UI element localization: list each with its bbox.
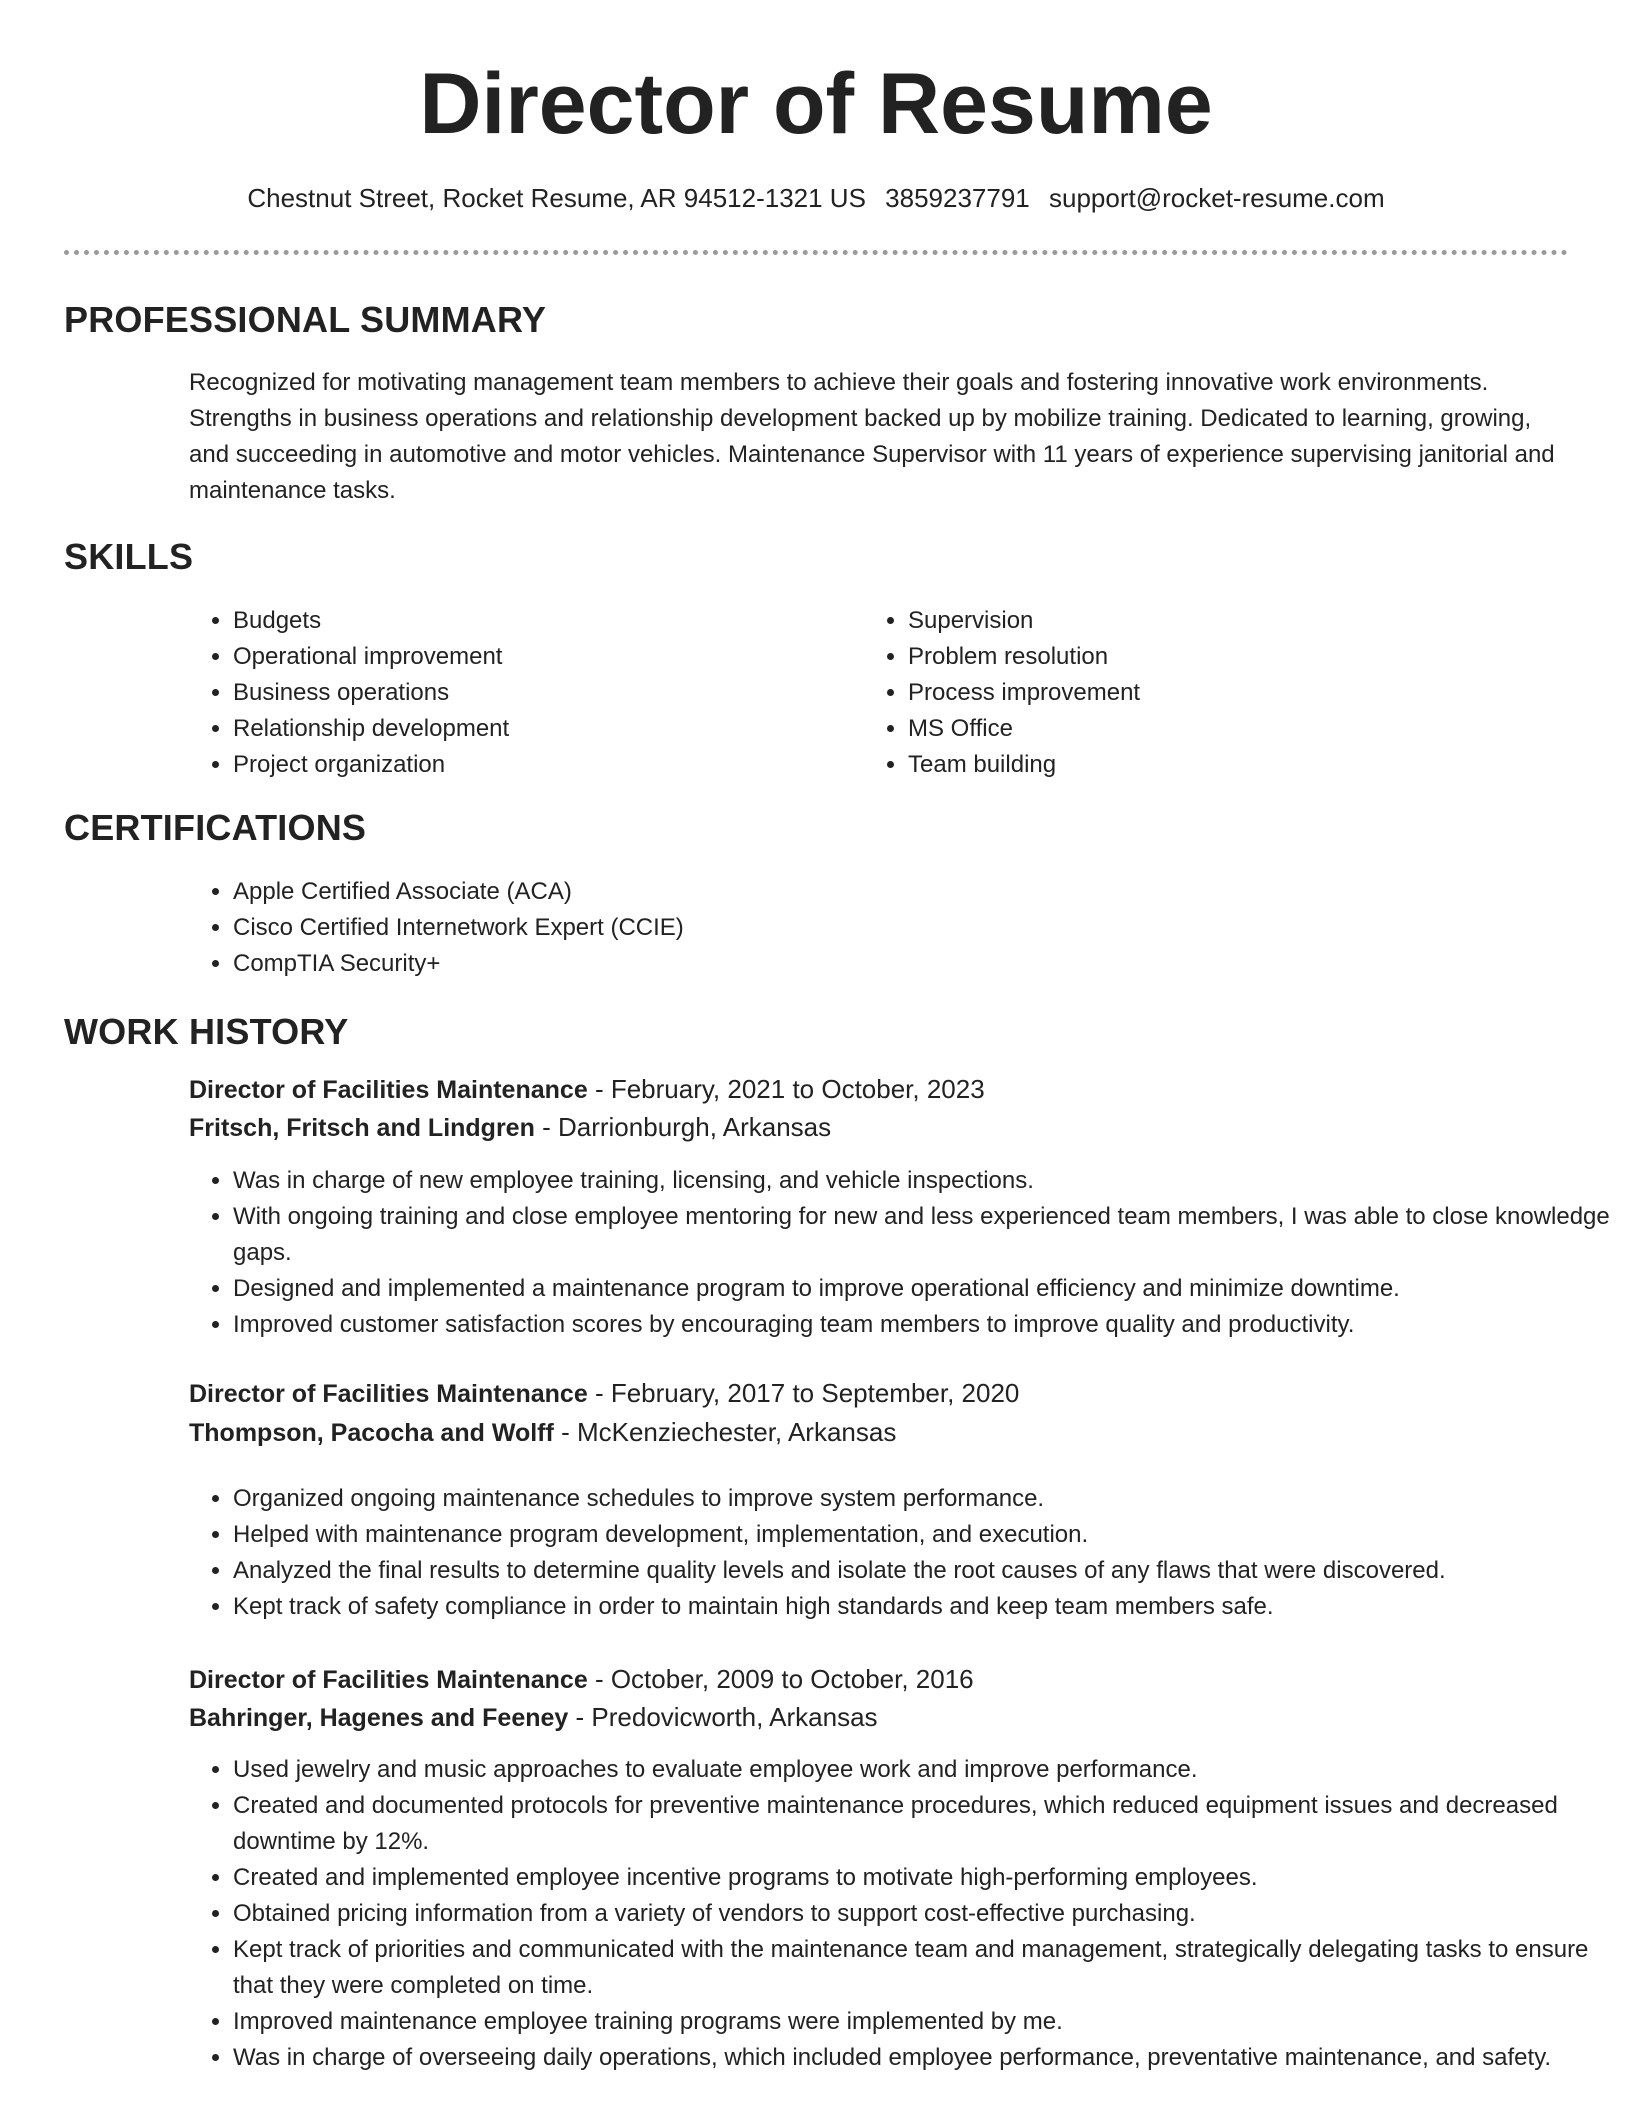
summary-text: Recognized for motivating management team members to achieve their goals and fostering innovative work environments. Strengths in business operations and relationship development backed up by mobilize training. Dedicated to learning, growing, and succeeding in automotive and motor vehicles. Maintenance Supervisor with 11 years of experience supervising janitorial and maintenance tasks.	[189, 369, 1555, 504]
job-bullet: • Was in charge of overseeing daily operations, which included employee performance, preventative maintenance, and safety.	[233, 2040, 1613, 2076]
job-bullet: • Used jewelry and music approaches to evaluate employee work and improve performance.	[233, 1752, 1613, 1788]
job-dates: - February, 2021 to October, 2023	[587, 1074, 985, 1104]
skill-item: • Budgets	[233, 603, 853, 639]
section-title-certifications: CERTIFICATIONS	[64, 807, 367, 848]
header-divider	[64, 250, 1568, 255]
job-bullet: • Analyzed the final results to determine quality levels and isolate the root causes of any flaws that were discovered.	[233, 1553, 1613, 1589]
certification-item: • CompTIA Security+	[233, 946, 1613, 982]
job-title-line	[189, 1070, 985, 1109]
job-bullets	[189, 1481, 1613, 1625]
job-bullets	[189, 1163, 1613, 1343]
job-bullet: • Improved customer satisfaction scores by encouraging team members to improve quality and productivity.	[233, 1307, 1613, 1343]
job-company: Fritsch, Fritsch and Lindgren	[189, 1114, 535, 1142]
job-bullet: • Improved maintenance employee training programs were implemented by me.	[233, 2004, 1613, 2040]
job-company-line	[189, 1413, 896, 1452]
job-company: Thompson, Pacocha and Wolff	[189, 1419, 554, 1447]
section-title-skills: SKILLS	[64, 536, 194, 577]
section-title-summary: PROFESSIONAL SUMMARY	[64, 299, 547, 340]
job-bullet: • Organized ongoing maintenance schedules to improve system performance.	[233, 1481, 1613, 1517]
job-location: - McKenziechester, Arkansas	[553, 1417, 897, 1447]
skills-list-left	[189, 603, 853, 783]
job-company: Bahringer, Hagenes and Feeney	[189, 1704, 569, 1732]
skill-item: • Process improvement	[908, 675, 1528, 711]
certification-item: • Apple Certified Associate (ACA)	[233, 874, 1613, 910]
job-bullet: • Designed and implemented a maintenance program to improve operational efficiency and minimize downtime.	[233, 1271, 1613, 1307]
certifications-list	[189, 874, 1613, 982]
job-bullets	[189, 1752, 1613, 2076]
resume-name: Director of Resume	[419, 56, 1213, 152]
skill-item: • Business operations	[233, 675, 853, 711]
job-dates: - October, 2009 to October, 2016	[587, 1664, 974, 1694]
skills-list-right	[864, 603, 1528, 783]
skill-item: • Team building	[908, 747, 1528, 783]
job-title-line	[189, 1660, 974, 1699]
job-title: Director of Facilities Maintenance	[189, 1076, 588, 1104]
contact-address: Chestnut Street, Rocket Resume, AR 94512-1321 US	[247, 183, 866, 213]
job-location: - Predovicworth, Arkansas	[568, 1702, 878, 1732]
job-title: Director of Facilities Maintenance	[189, 1380, 588, 1408]
contact-phone: 3859237791	[885, 183, 1030, 213]
skill-item: • Relationship development	[233, 711, 853, 747]
skill-item: • Problem resolution	[908, 639, 1528, 675]
job-bullet: • Created and implemented employee incentive programs to motivate high-performing employees.	[233, 1860, 1613, 1896]
job-bullet: • Helped with maintenance program development, implementation, and execution.	[233, 1517, 1613, 1553]
section-title-work-history: WORK HISTORY	[64, 1011, 349, 1052]
job-bullet: • Was in charge of new employee training, licensing, and vehicle inspections.	[233, 1163, 1613, 1199]
skill-item: • Operational improvement	[233, 639, 853, 675]
job-bullet: • Created and documented protocols for preventive maintenance procedures, which reduced equipment issues and decreased downtime by 12%.	[233, 1788, 1613, 1860]
certification-item: • Cisco Certified Internetwork Expert (CCIE)	[233, 910, 1613, 946]
skill-item: • Project organization	[233, 747, 853, 783]
job-title-line	[189, 1374, 1019, 1413]
job-company-line	[189, 1698, 878, 1737]
job-bullet: • Kept track of priorities and communicated with the maintenance team and management, strategically delegating tasks to ensure that they were completed on time.	[233, 1932, 1613, 2004]
job-dates: - February, 2017 to September, 2020	[587, 1378, 1020, 1408]
contact-line	[0, 180, 1632, 216]
contact-email: support@rocket-resume.com	[1049, 183, 1385, 213]
job-company-line	[189, 1108, 831, 1147]
job-title: Director of Facilities Maintenance	[189, 1666, 588, 1694]
skill-item: • MS Office	[908, 711, 1528, 747]
job-bullet: • With ongoing training and close employee mentoring for new and less experienced team members, I was able to close knowledge gaps.	[233, 1199, 1613, 1271]
job-bullet: • Kept track of safety compliance in order to maintain high standards and keep team members safe.	[233, 1589, 1613, 1625]
job-bullet: • Obtained pricing information from a variety of vendors to support cost-effective purchasing.	[233, 1896, 1613, 1932]
skill-item: • Supervision	[908, 603, 1528, 639]
job-location: - Darrionburgh, Arkansas	[534, 1112, 832, 1142]
